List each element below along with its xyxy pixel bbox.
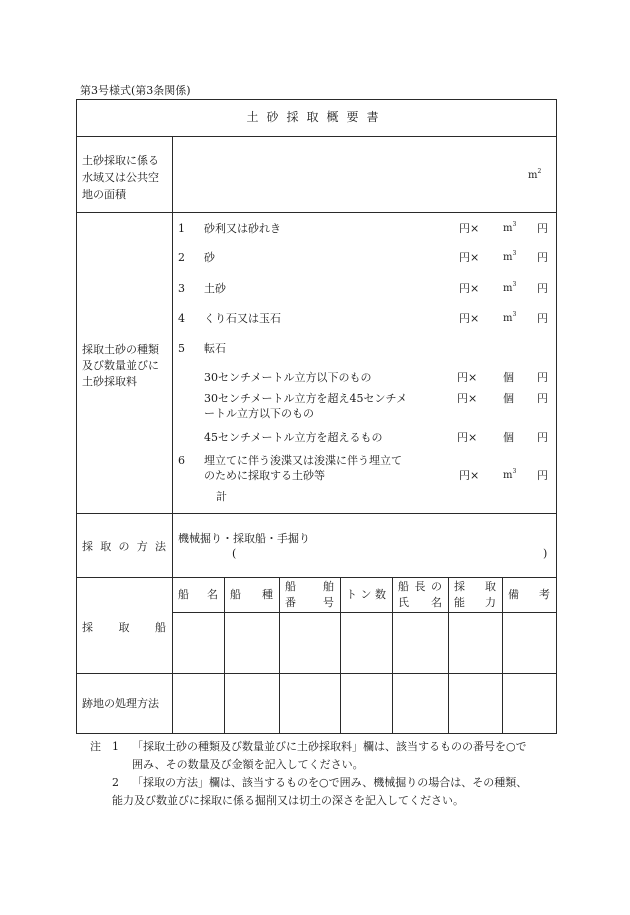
fee-item-number: 6 <box>178 454 185 467</box>
fee-item-text: 転石 <box>204 342 226 355</box>
table-border-left <box>76 99 77 734</box>
method-label <box>82 540 166 554</box>
area-unit: $m^2$ <box>528 168 542 181</box>
ship-col-captain-l2 <box>398 596 442 610</box>
rule-fees <box>76 513 557 514</box>
ship-col-char: 数 <box>375 588 386 601</box>
form-label: 第3号様式(第3条関係) <box>80 84 191 97</box>
fees-label-line: 土砂採取料 <box>82 375 137 388</box>
method-label-char: 法 <box>155 540 166 553</box>
area-label <box>82 152 159 203</box>
fee-yen: 円 <box>537 282 548 295</box>
ship-col-tonnage <box>346 588 386 602</box>
ship-col-divider <box>502 577 503 734</box>
ship-col-char: 船 <box>398 580 409 593</box>
fee-yen-times: 円× <box>459 251 480 264</box>
fee-subitem-text: 30センチメートル立方を超え45センチメ <box>204 392 408 405</box>
ship-col-char: 取 <box>485 580 496 593</box>
rule-ship <box>76 673 557 674</box>
ship-col-captain-l1 <box>398 580 442 594</box>
fee-unit-m3: $m^3$ <box>503 281 517 294</box>
fee-item-text: 砂 <box>204 251 215 264</box>
ship-label-char: 採 <box>82 621 93 634</box>
label-column-divider <box>172 136 173 734</box>
fee-unit-ko: 個 <box>503 431 514 444</box>
fees-label-line: 採取土砂の種類 <box>82 343 159 356</box>
fee-item-text: 砂利又は砂れき <box>204 222 281 235</box>
fee-yen-times: 円× <box>459 282 480 295</box>
fee-yen-times: 円× <box>457 431 478 444</box>
fee-yen: 円 <box>537 371 548 384</box>
fee-subitem-text: 30センチメートル立方以下のもの <box>204 371 372 384</box>
note-text: 「採取土砂の種類及び数量並びに土砂採取料」欄は、該当するものの番号を○で <box>132 740 527 753</box>
method-label-char: 取 <box>100 540 112 553</box>
ship-col-char: 種 <box>262 588 273 601</box>
fee-item-text: のために採取する土砂等 <box>204 469 325 482</box>
method-paren-close: ) <box>543 547 548 560</box>
note-text: 能力及び数並びに採取に係る掘削又は切土の深さを記入してください。 <box>112 794 464 807</box>
site-label: 跡地の処理方法 <box>82 697 159 710</box>
fee-yen-times: 円× <box>459 469 480 482</box>
area-label-line: 土砂採取に係る <box>82 154 159 167</box>
ship-col-char: 考 <box>539 588 550 601</box>
note-number: 1 <box>112 740 119 753</box>
ship-col-char: 能 <box>454 596 465 609</box>
ship-col-char: 番 <box>285 596 296 609</box>
fee-unit-ko: 個 <box>503 371 514 384</box>
ship-label <box>82 621 166 635</box>
method-paren-open: ( <box>232 547 237 560</box>
fee-item-number: 5 <box>178 342 185 355</box>
rule-title <box>76 136 557 137</box>
ship-col-divider <box>448 577 449 734</box>
fee-item-text: 土砂 <box>204 282 226 295</box>
ship-col-remarks <box>508 588 550 602</box>
area-label-line: 地の面積 <box>82 188 126 201</box>
fee-item-number: 3 <box>178 282 185 295</box>
fees-label <box>82 342 159 390</box>
ship-col-char: 号 <box>323 596 334 609</box>
ship-col-char: 舶 <box>323 580 334 593</box>
ship-col-type <box>230 588 273 602</box>
ship-col-char: 採 <box>454 580 465 593</box>
fee-item-text: 埋立てに伴う浚渫又は浚渫に伴う埋立て <box>204 454 402 467</box>
ship-col-char: 船 <box>230 588 241 601</box>
rule-area <box>76 212 557 213</box>
ship-col-char: の <box>431 580 442 593</box>
fee-unit-m3: $m^3$ <box>503 221 517 234</box>
fee-item-number: 4 <box>178 312 185 325</box>
fees-label-line: 及び数量並びに <box>82 359 159 372</box>
fee-unit-m3: $m^3$ <box>503 468 517 481</box>
ship-col-divider <box>279 577 280 734</box>
fee-unit-m3: $m^3$ <box>503 250 517 263</box>
fee-yen: 円 <box>537 392 548 405</box>
method-label-char: の <box>118 540 130 553</box>
fee-unit-ko: 個 <box>503 392 514 405</box>
ship-col-divider <box>340 577 341 734</box>
ship-col-number-l2 <box>285 596 334 610</box>
ship-col-char: 船 <box>178 588 189 601</box>
ship-col-char: 力 <box>485 596 496 609</box>
fee-yen: 円 <box>537 469 548 482</box>
ship-col-char: 氏 <box>398 596 409 609</box>
ship-col-char: ト <box>346 588 357 601</box>
table-border-top <box>76 99 557 100</box>
fee-yen: 円 <box>537 222 548 235</box>
fee-subitem-text: ートル立方以下のもの <box>204 407 314 420</box>
fee-yen-times: 円× <box>459 312 480 325</box>
ship-col-char: ン <box>360 588 372 601</box>
fee-yen: 円 <box>537 251 548 264</box>
ship-col-char: 船 <box>285 580 296 593</box>
ship-col-char: 長 <box>414 580 426 593</box>
ship-col-name <box>178 588 218 602</box>
fee-yen: 円 <box>537 431 548 444</box>
rule-ship-header <box>172 612 557 613</box>
ship-col-capacity-l2 <box>454 596 496 610</box>
ship-col-divider <box>392 577 393 734</box>
fee-yen-times: 円× <box>459 222 480 235</box>
ship-label-char: 取 <box>118 621 130 634</box>
fee-unit-m3: $m^3$ <box>503 311 517 324</box>
method-label-char: 採 <box>82 540 93 553</box>
ship-col-char: 備 <box>508 588 519 601</box>
area-label-line: 水域又は公共空 <box>82 171 159 184</box>
fee-yen-times: 円× <box>457 392 478 405</box>
table-border-right <box>556 99 557 734</box>
ship-col-divider <box>224 577 225 734</box>
note-number: 2 <box>112 776 119 789</box>
method-options: 機械掘り・採取船・手掘り <box>178 532 310 545</box>
ship-col-char: 名 <box>431 596 442 609</box>
ship-col-number-l1 <box>285 580 334 594</box>
ship-label-char: 船 <box>155 621 166 634</box>
fee-yen: 円 <box>537 312 548 325</box>
fee-item-number: 1 <box>178 222 185 235</box>
fee-yen-times: 円× <box>457 371 478 384</box>
fee-item-number: 2 <box>178 251 185 264</box>
notes-head: 注 <box>90 740 101 753</box>
fee-subitem-text: 45センチメートル立方を超えるもの <box>204 431 383 444</box>
fee-item-text: くり石又は玉石 <box>204 312 281 325</box>
ship-col-char: 名 <box>207 588 218 601</box>
fee-total-label: 計 <box>216 490 227 503</box>
table-border-bottom <box>76 733 557 734</box>
note-text: 「採取の方法」欄は、該当するものを○で囲み、機械掘りの場合は、その種類、 <box>132 776 528 789</box>
method-label-char: 方 <box>136 540 148 553</box>
form-title: 土砂採取概要書 <box>246 110 387 124</box>
rule-method <box>76 577 557 578</box>
note-text: 囲み、その数量及び金額を記入してください。 <box>132 758 364 771</box>
ship-col-capacity-l1 <box>454 580 496 594</box>
